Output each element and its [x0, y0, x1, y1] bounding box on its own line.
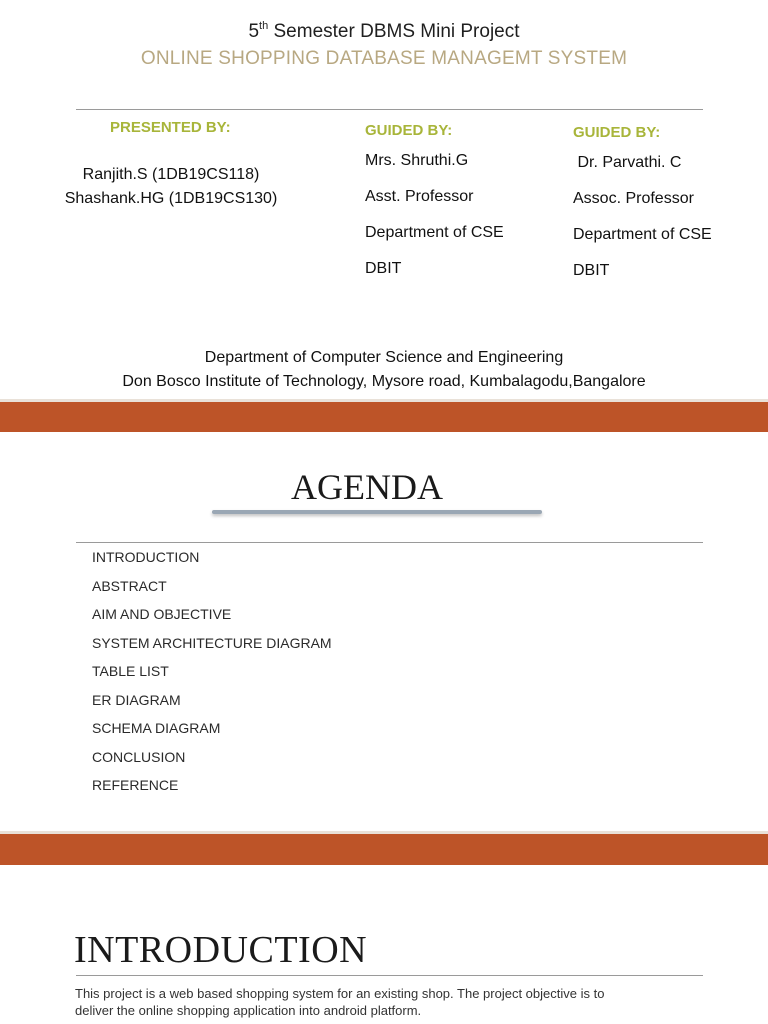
title-superscript: th	[259, 20, 269, 32]
guide-2-label: GUIDED BY:	[573, 124, 661, 141]
agenda-item: ER DIAGRAM	[92, 691, 181, 708]
band-highlight	[0, 831, 768, 834]
slide-separator-band	[0, 399, 768, 432]
agenda-divider	[76, 542, 703, 543]
agenda-title: AGENDA	[291, 467, 443, 507]
introduction-text-line-1: This project is a web based shopping system for an existing shop. The project objective is to	[75, 986, 605, 1001]
agenda-item: INTRODUCTION	[92, 549, 200, 565]
department-line: Department of Computer Science and Engineering	[204, 349, 564, 366]
agenda-item: SCHEMA DIAGRAM	[92, 720, 221, 736]
agenda-underline	[212, 510, 542, 514]
agenda-item: REFERENCE	[92, 777, 179, 793]
introduction-text-line-2: deliver the online shopping application into android platform.	[75, 1003, 422, 1018]
guide-1-department: Department of CSE	[365, 224, 504, 241]
guide-2-department: Department of CSE	[573, 226, 712, 243]
guide-2-college: DBIT	[573, 262, 610, 279]
introduction-text	[75, 985, 695, 1019]
guide-2-name: Dr. Parvathi. C	[573, 154, 682, 171]
agenda-item: CONCLUSION	[92, 748, 186, 765]
presenters-block	[56, 163, 286, 211]
title-prefix: 5	[248, 21, 260, 42]
guide-1-label: GUIDED BY:	[365, 122, 453, 139]
presenter-1: Ranjith.S (1DB19CS118)	[82, 166, 260, 183]
title-rest: Semester DBMS Mini Project	[268, 21, 520, 42]
guide-2-designation: Assoc. Professor	[573, 190, 694, 207]
agenda-item: AIM AND OBJECTIVE	[92, 606, 232, 622]
guide-1-block	[365, 122, 504, 295]
project-subtitle: ONLINE SHOPPING DATABASE MANAGEMT SYSTEM	[140, 48, 628, 69]
title-divider	[76, 109, 703, 110]
guide-2-block	[573, 124, 712, 297]
slide-separator-band	[0, 831, 768, 865]
presented-by-label: PRESENTED BY:	[110, 119, 231, 136]
agenda-item: TABLE LIST	[92, 663, 169, 679]
agenda-list	[92, 548, 332, 805]
introduction-title: INTRODUCTION	[74, 929, 368, 971]
agenda-item: ABSTRACT	[92, 577, 167, 594]
guide-1-name: Mrs. Shruthi.G	[365, 152, 469, 169]
band-highlight	[0, 399, 768, 402]
presenter-2: Shashank.HG (1DB19CS130)	[64, 190, 278, 207]
introduction-divider	[76, 975, 703, 976]
guide-1-designation: Asst. Professor	[365, 188, 474, 205]
institute-line: Don Bosco Institute of Technology, Mysore road, Kumbalagodu,Bangalore	[122, 373, 646, 390]
guide-1-college: DBIT	[365, 260, 402, 277]
agenda-item: SYSTEM ARCHITECTURE DIAGRAM	[92, 634, 332, 651]
department-block	[0, 346, 768, 394]
project-title	[0, 20, 768, 43]
